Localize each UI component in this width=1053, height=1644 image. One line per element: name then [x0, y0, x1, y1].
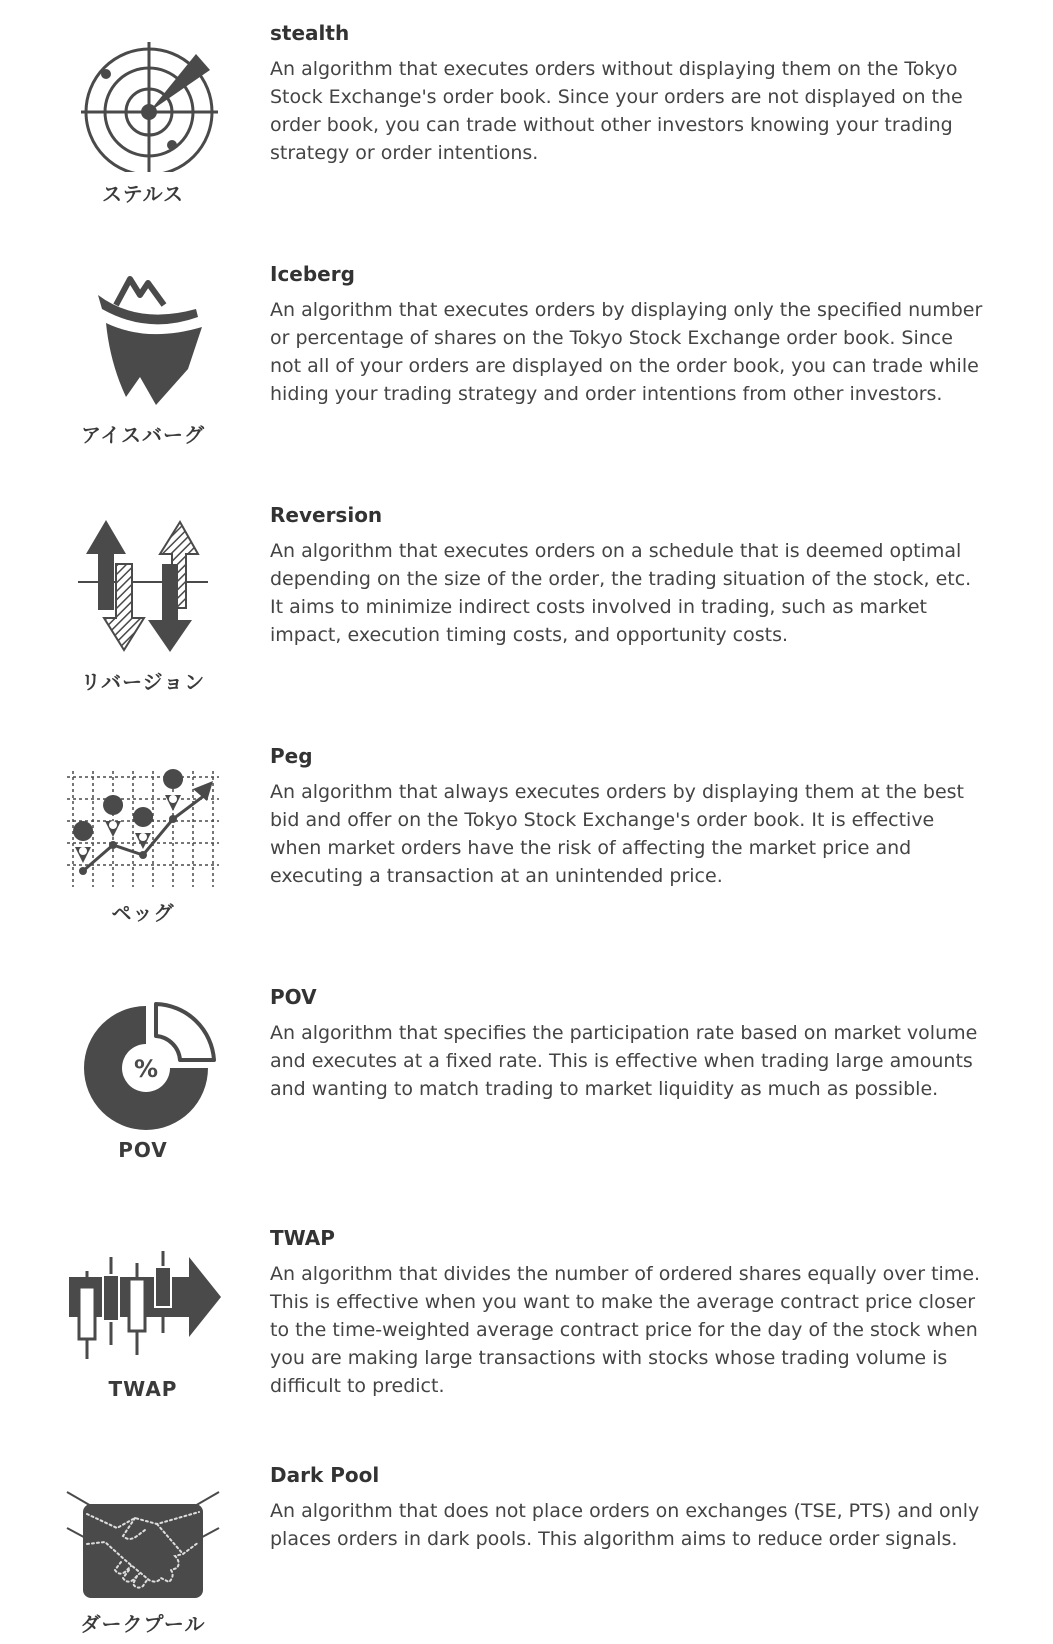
pov-percent-symbol: % [133, 1055, 159, 1083]
algo-iceberg-title: Iceberg [270, 262, 355, 286]
algo-pov-title: POV [270, 985, 317, 1009]
algo-peg-text [270, 743, 990, 890]
algo-iceberg-icon-block [54, 273, 232, 448]
pov-donut-icon [68, 1002, 218, 1132]
algo-stealth-description: An algorithm that executes orders without displaying them on the Tokyo Stock Exchange's order book. Since your orders are not displayed on the order book, you can trade without other investors knowing your trading strategy or order intentions. [270, 58, 963, 164]
radar-icon [68, 32, 218, 172]
algo-dark-pool-text [270, 1462, 990, 1553]
algo-iceberg-text [270, 261, 990, 408]
algo-dark-pool-icon-block [54, 1484, 232, 1637]
algo-reversion-text [270, 502, 990, 649]
algo-reversion-description: An algorithm that executes orders on a schedule that is deemed optimal depending on the size of the order, the trading situation of the stock, etc. It aims to minimize indirect costs involved in trading, such as market impact, execution timing costs, and opportunity costs. [270, 540, 972, 646]
algo-pov-text [270, 984, 990, 1103]
algo-reversion-label: リバージョン [80, 670, 206, 694]
iceberg-icon [68, 273, 218, 413]
algo-reversion-icon-block [54, 520, 232, 695]
twap-candlestick-icon [63, 1247, 223, 1371]
algo-peg-label: ペッグ [111, 901, 175, 925]
algo-stealth-text [270, 20, 990, 167]
algo-pov-description: An algorithm that specifies the participation rate based on market volume and executes at a fixed rate. This is effective when trading large amounts and wanting to match trading to market liquidity as much as possible. [270, 1022, 978, 1100]
algo-stealth-label: ステルス [102, 182, 184, 206]
algo-peg-title: Peg [270, 744, 313, 768]
algo-dark-pool-title: Dark Pool [270, 1463, 380, 1487]
algo-peg-description: An algorithm that always executes orders by displaying them at the best bid and offer on the Tokyo Stock Exchange's order book. It is effective when market orders have the risk of affecting the market price and executing a transaction at an unintended price. [270, 781, 965, 887]
algo-pov-icon-block [54, 1002, 232, 1162]
algo-twap-text [270, 1225, 990, 1400]
algo-dark-pool-description: An algorithm that does not place orders on exchanges (TSE, PTS) and only places orders in dark pools. This algorithm aims to reduce order signals. [270, 1500, 980, 1550]
algo-peg-icon-block [54, 767, 232, 926]
algo-iceberg-label: アイスバーグ [81, 423, 205, 447]
peg-chart-icon [63, 767, 223, 891]
algo-reversion-title: Reversion [270, 503, 383, 527]
reversion-arrows-icon [68, 520, 218, 660]
algo-stealth-title: stealth [270, 21, 350, 45]
algo-dark-pool-label: ダークプール [80, 1612, 206, 1636]
algo-twap-title: TWAP [270, 1226, 335, 1250]
algo-twap-icon-block [54, 1247, 232, 1401]
algo-twap-label: TWAP [108, 1377, 178, 1401]
algo-pov-label: POV [118, 1138, 168, 1162]
algo-iceberg-description: An algorithm that executes orders by displaying only the specified number or percentage of shares on the Tokyo Stock Exchange order book. Since not all of your orders are displayed on the order book, you can trade while hiding your trading strategy and order intentions from other investors. [270, 299, 983, 405]
algo-stealth-icon-block [54, 32, 232, 207]
algo-twap-description: An algorithm that divides the number of ordered shares equally over time. This is effective when you want to make the average contract price closer to the time-weighted average contract price for the day of the stock when you are making large transactions with stocks whose trading volume is difficult to predict. [270, 1263, 981, 1397]
handshake-icon [65, 1484, 221, 1602]
